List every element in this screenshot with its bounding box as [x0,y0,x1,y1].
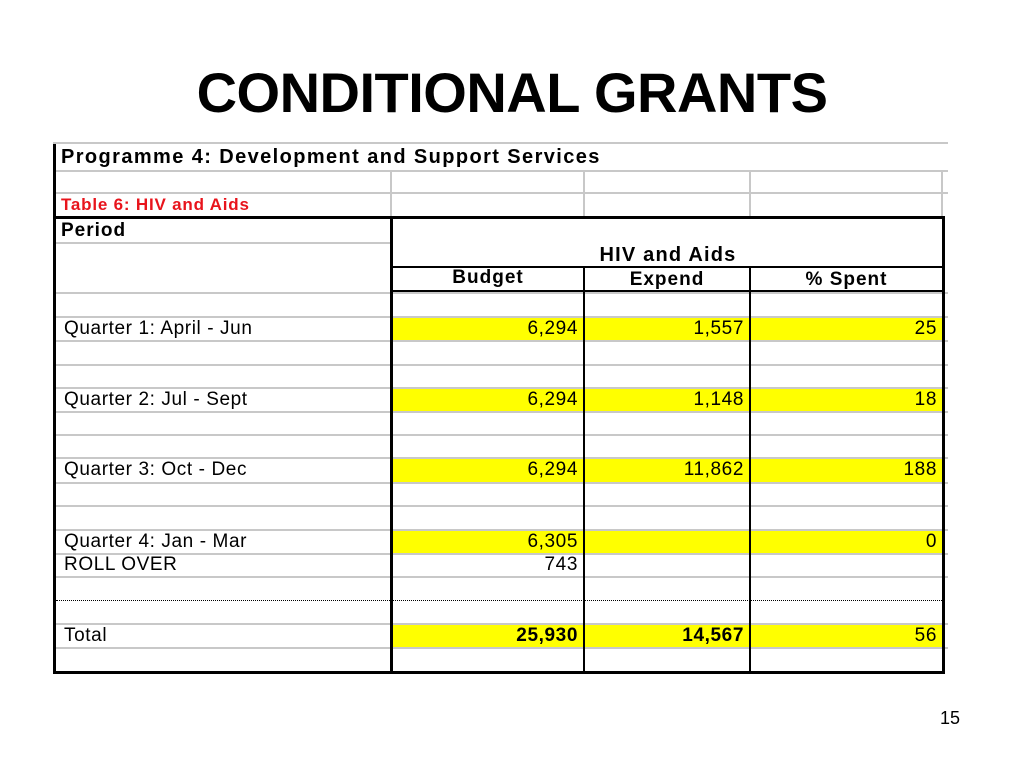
cell-expend-total: 14,567 [682,625,744,646]
gridline [749,170,751,216]
spent-header: % Spent [805,269,888,290]
gridline [53,505,948,507]
table-border [942,216,945,674]
gridline [53,576,948,578]
cell-spent-q3: 188 [903,459,937,480]
cell-budget-q2: 6,294 [527,389,578,410]
programme-title: Programme 4: Development and Support Services [61,146,601,168]
gridline [53,340,948,342]
budget-header: Budget [452,267,524,288]
cell-budget-q3: 6,294 [527,459,578,480]
cell-budget-q4: 6,305 [527,531,578,552]
gridline [53,170,948,172]
cell-budget-total: 25,930 [516,625,578,646]
expend-header: Expend [629,269,705,290]
row-label-q1: Quarter 1: April - Jun [64,318,253,339]
cell-expend-q3: 11,862 [683,459,744,480]
table-border [53,216,945,219]
row-label-rollover: ROLL OVER [64,554,178,575]
cell-spent-q2: 18 [914,389,937,410]
gridline [53,411,948,413]
gridline [941,170,943,216]
gridline [53,242,390,244]
cell-spent-q1: 25 [914,318,937,339]
gridline [53,364,948,366]
cell-expend-q1: 1,557 [693,318,744,339]
table-border [53,671,945,674]
row-label-total: Total [64,625,108,646]
gridline [53,142,948,144]
spreadsheet-table [53,140,948,674]
row-label-q3: Quarter 3: Oct - Dec [64,459,248,480]
gridline [53,482,948,484]
page-number: 15 [939,708,960,728]
cell-spent-rollover [751,554,942,576]
period-header: Period [61,220,127,241]
table-title: Table 6: HIV and Aids [61,195,250,214]
hiv-aids-header: HIV and Aids [599,244,737,266]
cell-spent-total: 56 [914,625,937,646]
row-label-q2: Quarter 2: Jul - Sept [64,389,248,410]
gridline [53,434,948,436]
cell-expend-q2: 1,148 [693,389,744,410]
cell-expend-q4 [585,531,749,553]
row-label-q4: Quarter 4: Jan - Mar [64,531,248,552]
cell-expend-rollover [585,554,749,576]
gridline [583,170,585,216]
cell-budget-rollover: 743 [544,554,578,575]
gridline [53,647,948,649]
cell-budget-q1: 6,294 [527,318,578,339]
dotted-separator [56,600,942,601]
cell-spent-q4: 0 [925,531,937,552]
slide-title: CONDITIONAL GRANTS [196,61,828,124]
gridline [53,292,948,294]
